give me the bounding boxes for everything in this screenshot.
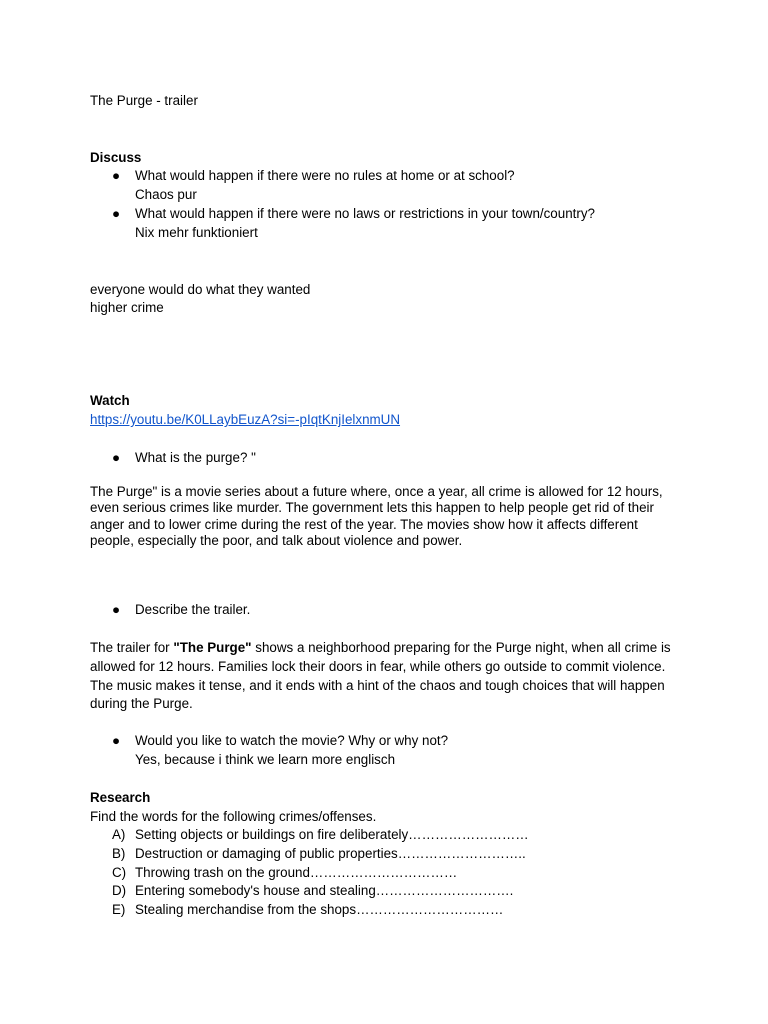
research-item-label: D)	[112, 883, 127, 898]
research-item-text: Setting objects or buildings on fire deliberately………………………	[135, 827, 529, 842]
discuss-heading: Discuss	[90, 150, 142, 165]
research-intro: Find the words for the following crimes/offenses.	[90, 809, 377, 824]
bullet-dot: ●	[112, 602, 121, 617]
bullet-dot: ●	[112, 206, 121, 221]
discuss-question-2: What would happen if there were no laws or restrictions in your town/country?	[135, 206, 595, 221]
watch-answer-1: The Purge" is a movie series about a future where, once a year, all crime is allowed for 12 hours, even serious crimes like murder. The government lets this happen to help people get rid of their anger and to lower crime during the rest of the year. The movies show how it affects different people, especially the poor, and talk about violence and power.	[90, 484, 663, 549]
doc-title: The Purge - trailer	[90, 93, 198, 108]
watch-question-2: Describe the trailer.	[135, 602, 251, 617]
watch-heading: Watch	[90, 393, 130, 408]
research-item-text: Stealing merchandise from the shops……………………………	[135, 902, 504, 917]
discuss-answer-1: Chaos pur	[135, 187, 197, 202]
research-item-label: B)	[112, 846, 126, 861]
bullet-dot: ●	[112, 733, 121, 748]
watch-question-1: What is the purge? "	[135, 450, 256, 465]
trailer-link[interactable]: https://youtu.be/K0LLaybEuzA?si=-pIqtKnjIelxnmUN	[90, 412, 401, 427]
research-item-label: A)	[112, 827, 126, 842]
bullet-dot: ●	[112, 168, 121, 183]
discuss-question-1: What would happen if there were no rules at home or at school?	[135, 168, 515, 183]
research-item-label: E)	[112, 902, 126, 917]
research-item-label: C)	[112, 865, 127, 880]
answer-2-bold: "The Purge"	[173, 640, 252, 655]
answer-2-post: shows a neighborhood preparing for the Purge night, when all crime is allowed for 12 hours. Families lock their doors in fear, while others go outside to commit violence. The music makes it tense, and it ends with a hint of the chaos and tough choices that will happen during the Purge.	[90, 640, 671, 712]
research-item-text: Destruction or damaging of public properties………………………..	[135, 846, 526, 861]
discuss-answer-2: Nix mehr funktioniert	[135, 225, 258, 240]
watch-answer-2	[90, 639, 686, 714]
research-item-text: Throwing trash on the ground……………………………	[135, 865, 458, 880]
bullet-dot: ●	[112, 450, 121, 465]
watch-answer-3: Yes, because i think we learn more englisch	[135, 752, 396, 767]
watch-question-3: Would you like to watch the movie? Why or why not?	[135, 733, 449, 748]
discuss-note-2: higher crime	[90, 300, 164, 315]
discuss-note-1: everyone would do what they wanted	[90, 282, 311, 297]
research-heading: Research	[90, 790, 151, 805]
research-item-text: Entering somebody's house and stealing………………………….	[135, 883, 514, 898]
answer-2-pre: The trailer for	[90, 640, 174, 655]
